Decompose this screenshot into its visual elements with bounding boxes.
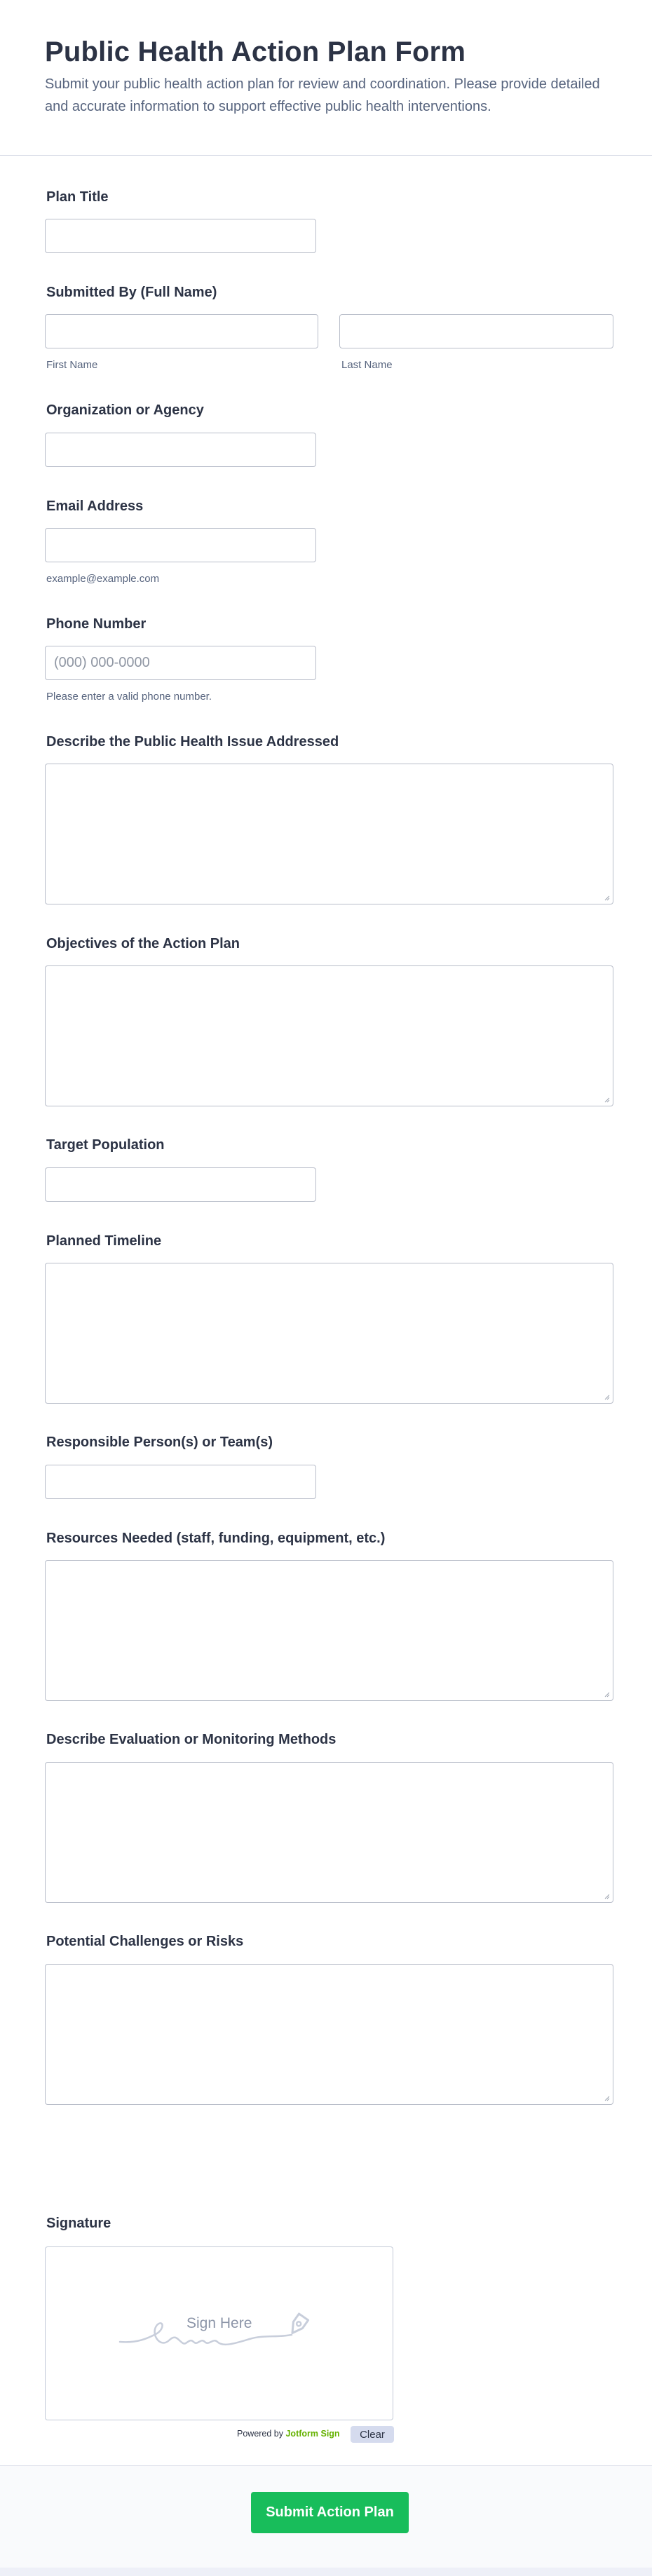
first-name-input[interactable] [45,314,318,348]
pen-nib-icon [282,2311,314,2339]
challenges-textarea[interactable] [45,1964,613,2105]
timeline-textarea[interactable] [45,1263,613,1404]
objectives-textarea[interactable] [45,965,613,1106]
issue-label: Describe the Public Health Issue Addressed [46,734,339,750]
clear-signature-button[interactable]: Clear [351,2426,394,2443]
resize-grip-icon[interactable] [603,2094,610,2101]
target-population-label: Target Population [46,1137,165,1153]
evaluation-textarea[interactable] [45,1762,613,1903]
email-input[interactable] [45,528,316,562]
target-population-input[interactable] [45,1167,316,1202]
plan-title-label: Plan Title [46,189,109,205]
resize-grip-icon[interactable] [603,1393,610,1400]
email-sublabel: example@example.com [46,573,160,585]
powered-prefix: Powered by [237,2429,286,2439]
submit-button[interactable]: Submit Action Plan [251,2492,409,2533]
bottom-bar [0,2568,652,2576]
last-name-sublabel: Last Name [341,359,393,371]
phone-label: Phone Number [46,616,147,632]
last-name-input[interactable] [339,314,613,348]
form-title: Public Health Action Plan Form [45,36,466,67]
organization-input[interactable] [45,433,316,467]
email-label: Email Address [46,499,144,514]
signature-label: Signature [46,2216,111,2231]
timeline-label: Planned Timeline [46,1233,162,1249]
powered-by [237,2429,340,2439]
resize-grip-icon[interactable] [603,1690,610,1697]
first-name-sublabel: First Name [46,359,98,371]
phone-input[interactable] [45,646,316,680]
resize-grip-icon[interactable] [603,1892,610,1899]
resources-label: Resources Needed (staff, funding, equipment, etc.) [46,1531,386,1546]
form-header [0,0,652,156]
resize-grip-icon[interactable] [603,894,610,901]
challenges-label: Potential Challenges or Risks [46,1934,244,1949]
resources-textarea[interactable] [45,1560,613,1701]
objectives-label: Objectives of the Action Plan [46,936,240,951]
responsible-input[interactable] [45,1465,316,1499]
organization-label: Organization or Agency [46,402,204,418]
resize-grip-icon[interactable] [603,1096,610,1103]
evaluation-label: Describe Evaluation or Monitoring Methods [46,1732,337,1747]
signature-placeholder: Sign Here [186,2315,252,2331]
responsible-label: Responsible Person(s) or Team(s) [46,1435,273,1450]
plan-title-input[interactable] [45,219,316,253]
issue-textarea[interactable] [45,764,613,904]
jotform-sign-brand[interactable]: Jotform Sign [285,2429,340,2439]
phone-sublabel: Please enter a valid phone number. [46,691,212,703]
submitted-by-label: Submitted By (Full Name) [46,285,217,300]
form-subtitle: Submit your public health action plan for review and coordination. Please provide detailed and accurate information to support effective public health interventions. [45,76,600,114]
